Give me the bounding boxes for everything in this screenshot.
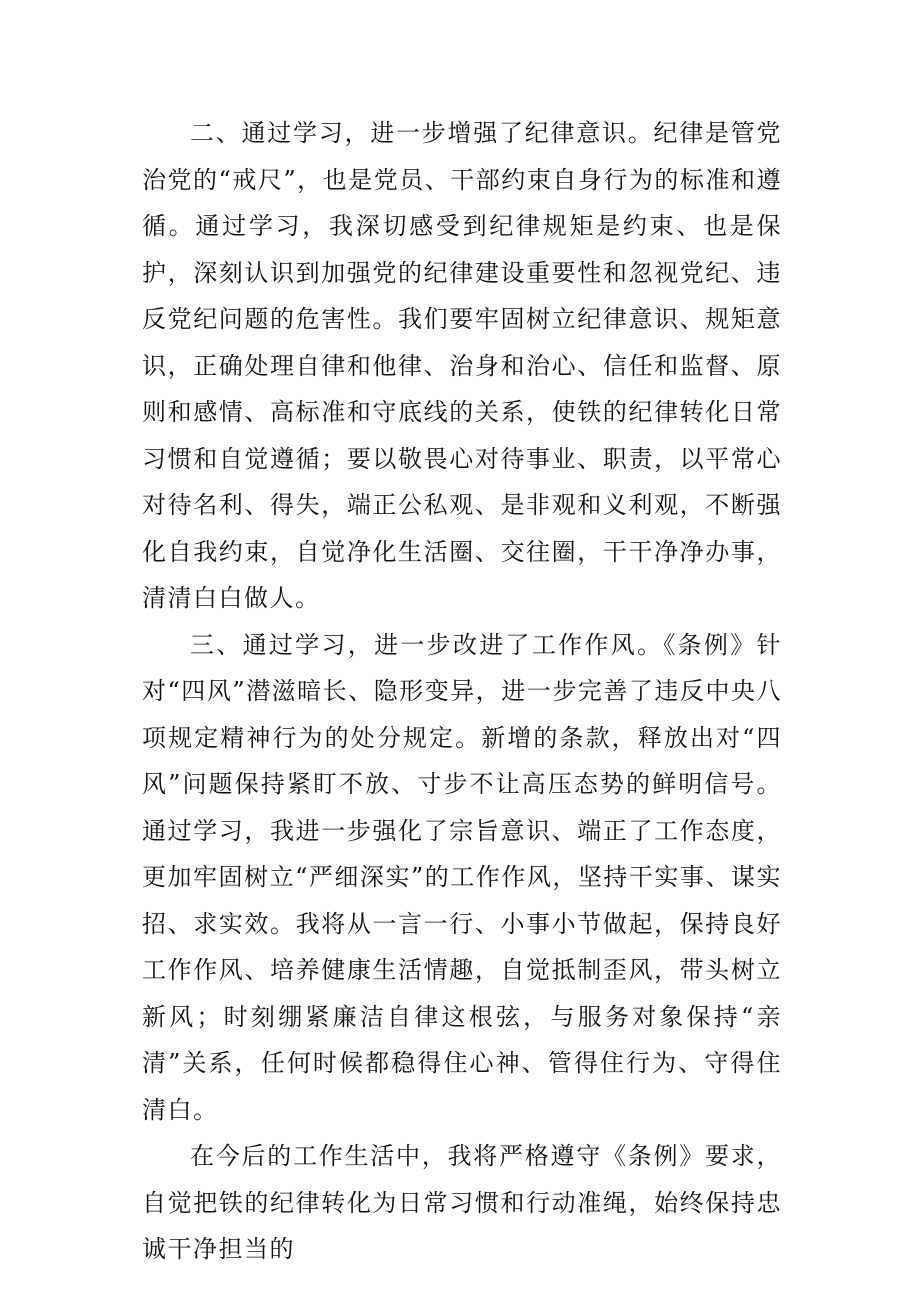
paragraph-discipline: 二、通过学习，进一步增强了纪律意识。纪律是管党治党的“戒尺”，也是党员、干部约束自身行为的标准和遵循。通过学习，我深切感受到纪律规矩是约束、也是保护，深刻认识到加强党的纪律建设重要性和忽视党纪、违反党纪问题的危害性。我们要牢固树立纪律意识、规矩意识，正确处理自律和他律、治身和治心、信任和监督、原则和感情、高标准和守底线的关系，使铁的纪律转化日常习惯和自觉遵循；要以敬畏心对待事业、职责，以平常心对待名利、得失，端正公私观、是非观和义利观，不断强化自我约束，自觉净化生活圈、交往圈，干干净净办事，清清白白做人。 <box>142 119 782 612</box>
paragraph-future: 在今后的工作生活中，我将严格遵守《条例》要求，自觉把铁的纪律转化为日常习惯和行动准绳，始终保持忠诚干净担当的 <box>142 1142 782 1263</box>
document-body <box>142 110 782 1273</box>
paragraph-work-style: 三、通过学习，进一步改进了工作作风。《条例》针对“四风”潜滋暗长、隐形变异，进一步完善了违反中央八项规定精神行为的处分规定。新增的条款，释放出对“四风”问题保持紧盯不放、寸步不让高压态势的鲜明信号。通过学习，我进一步强化了宗旨意识、端正了工作态度，更加牢固树立“严细深实”的工作作风，坚持干实事、谋实招、求实效。我将从一言一行、小事小节做起，保持良好工作作风、培养健康生活情趣，自觉抵制歪风，带头树立新风；时刻绷紧廉洁自律这根弦，与服务对象保持“亲清”关系，任何时候都稳得住心神、管得住行为、守得住清白。 <box>142 630 782 1124</box>
